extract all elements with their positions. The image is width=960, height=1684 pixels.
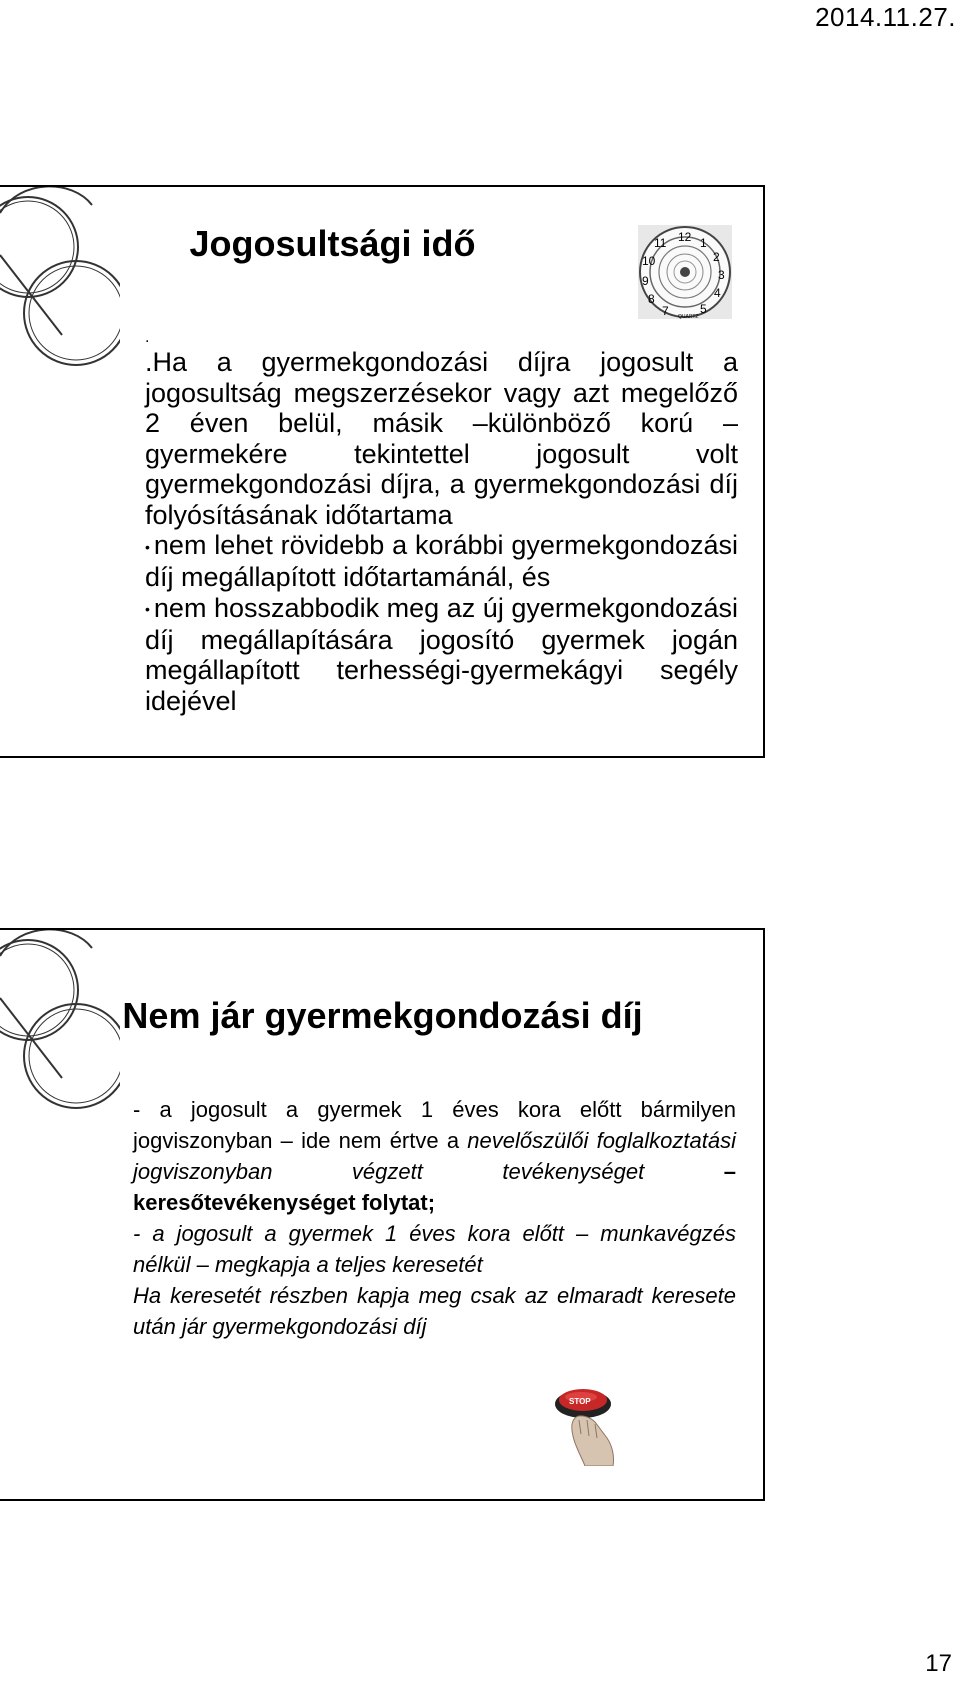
bullet-text-1: nem lehet rövidebb a korábbi gyermekgondozási díj megállapított időtartamánál, és (145, 530, 738, 593)
slide-title: Nem jár gyermekgondozási díj (122, 995, 643, 1036)
svg-text:9: 9 (642, 274, 649, 288)
clock-spiral-image (638, 225, 732, 319)
stop-button-image (535, 1380, 650, 1466)
svg-text:1: 1 (700, 236, 707, 250)
bullet-item-1 (145, 530, 738, 593)
slide-jogosultsagi-ido (0, 185, 765, 758)
page-date: 2014.11.27. (815, 2, 956, 32)
slide-nem-jar (0, 928, 765, 1501)
svg-text:3: 3 (718, 268, 725, 282)
list-item-1-text: - a jogosult a gyermek 1 éves kora előtt bármilyen jogviszonyban – ide nem értve a (133, 1097, 736, 1153)
paragraph-main: .Ha a gyermekgondozási díjra jogosult a jogosultság megszerzésekor vagy azt megelőző 2 éven belül, másik –különböző korú – gyermekére tekintettel jogosult volt gyermekgondozási díjra, a gyermekgondozási díj folyósításának időtartama (145, 347, 738, 530)
svg-text:11: 11 (654, 236, 667, 250)
svg-text:8: 8 (648, 292, 655, 306)
svg-text:12: 12 (678, 230, 692, 244)
stop-label: STOP (569, 1397, 591, 1406)
list-item-1-bold: – keresőtevékenységet folytat; (133, 1159, 736, 1215)
decorative-circles-icon (0, 185, 120, 385)
quartz-label: QUARTZ (678, 314, 699, 319)
list-item-1-italic: nevelőszülői foglalkoztatási jogviszonyban végzett tevékenységet (133, 1128, 736, 1184)
slide-title: Jogosultsági idő (189, 223, 476, 264)
svg-text:7: 7 (662, 304, 669, 318)
bullet-text-2: nem hosszabbodik meg az új gyermekgondozási díj megállapítására jogosító gyermek jogán megállapított terhességi-gyermekágyi segély idejével (145, 592, 738, 716)
svg-text:5: 5 (700, 302, 707, 316)
lead-dot: . (145, 329, 150, 346)
list-item-2: - a jogosult a gyermek 1 éves kora előtt – munkavégzés nélkül – megkapja a teljes keresetét (133, 1221, 736, 1277)
bullet-icon: • (145, 538, 150, 555)
svg-text:10: 10 (642, 254, 656, 268)
slide-body (145, 329, 738, 716)
page-number: 17 (925, 1650, 952, 1677)
bullet-item-2 (145, 593, 738, 717)
bullet-icon: • (145, 601, 150, 618)
svg-text:4: 4 (714, 286, 721, 300)
list-item-3: Ha keresetét részben kapja meg csak az elmaradt keresete után jár gyermekgondozási díj (133, 1283, 736, 1339)
list-item-1 (133, 1094, 736, 1218)
svg-text:2: 2 (713, 250, 720, 264)
slide-body (133, 1094, 736, 1342)
